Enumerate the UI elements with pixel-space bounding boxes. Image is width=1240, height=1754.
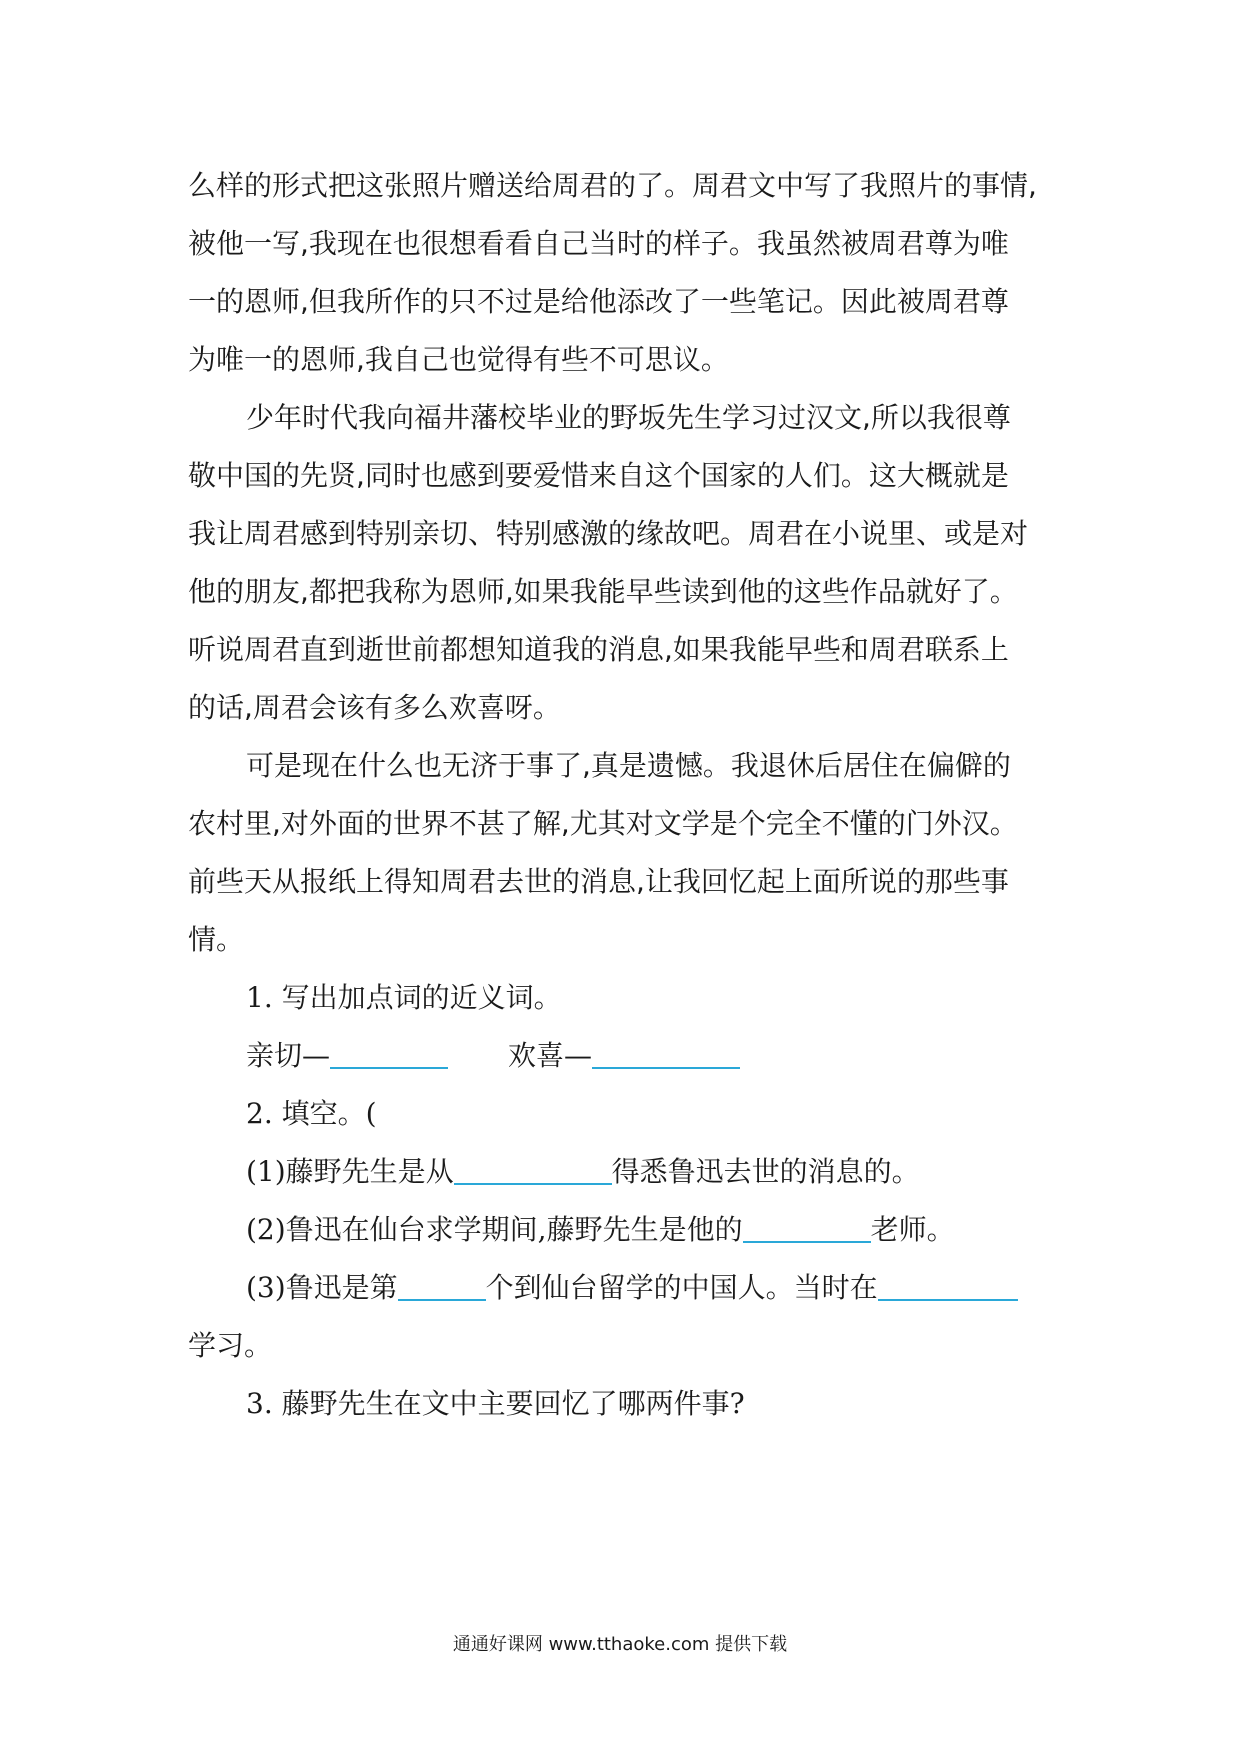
question-2-title: 2. 填空。( xyxy=(246,1097,377,1130)
body-line: 么样的形式把这张照片赠送给周君的了。周君文中写了我照片的事情, xyxy=(188,169,1037,202)
body-line: 少年时代我向福井藩校毕业的野坂先生学习过汉文,所以我很尊 xyxy=(246,401,1011,434)
question-1-answers xyxy=(246,1036,740,1076)
body-line: 我让周君感到特别亲切、特别感激的缘故吧。周君在小说里、或是对 xyxy=(188,517,1029,550)
q2-2-prefix: (2)鲁迅在仙台求学期间,藤野先生是他的 xyxy=(246,1213,743,1246)
question-2-3-continued: 学习。 xyxy=(188,1329,273,1362)
body-line: 他的朋友,都把我称为恩师,如果我能早些读到他的这些作品就好了。 xyxy=(188,575,1018,608)
question-2-1 xyxy=(246,1152,920,1192)
body-line: 情。 xyxy=(188,923,245,956)
q1-a-blank[interactable] xyxy=(330,1037,448,1069)
question-3-title: 3. 藤野先生在文中主要回忆了哪两件事? xyxy=(246,1387,745,1420)
q1-a-label: 亲切— xyxy=(246,1039,331,1072)
body-line: 可是现在什么也无济于事了,真是遗憾。我退休后居住在偏僻的 xyxy=(246,749,1011,782)
question-2-3 xyxy=(246,1268,1018,1308)
q2-3-blank-b[interactable] xyxy=(878,1269,1018,1301)
q1-b-blank[interactable] xyxy=(592,1037,740,1069)
q2-1-prefix: (1)藤野先生是从 xyxy=(246,1155,454,1188)
footer-watermark: 通通好课网 www.tthaoke.com 提供下载 xyxy=(452,1634,788,1655)
q2-1-blank[interactable] xyxy=(454,1153,612,1185)
q2-3-middle: 个到仙台留学的中国人。当时在 xyxy=(485,1271,878,1304)
q2-3-prefix: (3)鲁迅是第 xyxy=(246,1271,398,1304)
body-line: 的话,周君会该有多么欢喜呀。 xyxy=(188,691,561,724)
body-line: 被他一写,我现在也很想看看自己当时的样子。我虽然被周君尊为唯 xyxy=(188,227,1009,260)
body-line: 敬中国的先贤,同时也感到要爱惜来自这个国家的人们。这大概就是 xyxy=(188,459,1009,492)
body-line: 一的恩师,但我所作的只不过是给他添改了一些笔记。因此被周君尊 xyxy=(188,285,1009,318)
q2-3-blank-a[interactable] xyxy=(398,1269,486,1301)
q2-2-suffix: 老师。 xyxy=(870,1213,955,1246)
q1-b-label: 欢喜— xyxy=(508,1039,593,1072)
body-line: 为唯一的恩师,我自己也觉得有些不可思议。 xyxy=(188,343,729,376)
body-line: 听说周君直到逝世前都想知道我的消息,如果我能早些和周君联系上 xyxy=(188,633,1009,666)
question-1-title: 1. 写出加点词的近义词。 xyxy=(246,981,562,1014)
body-line: 农村里,对外面的世界不甚了解,尤其对文学是个完全不懂的门外汉。 xyxy=(188,807,1018,840)
q2-1-suffix: 得悉鲁迅去世的消息的。 xyxy=(611,1155,920,1188)
body-line: 前些天从报纸上得知周君去世的消息,让我回忆起上面所说的那些事 xyxy=(188,865,1009,898)
q2-2-blank[interactable] xyxy=(743,1211,871,1243)
question-2-2 xyxy=(246,1210,955,1250)
